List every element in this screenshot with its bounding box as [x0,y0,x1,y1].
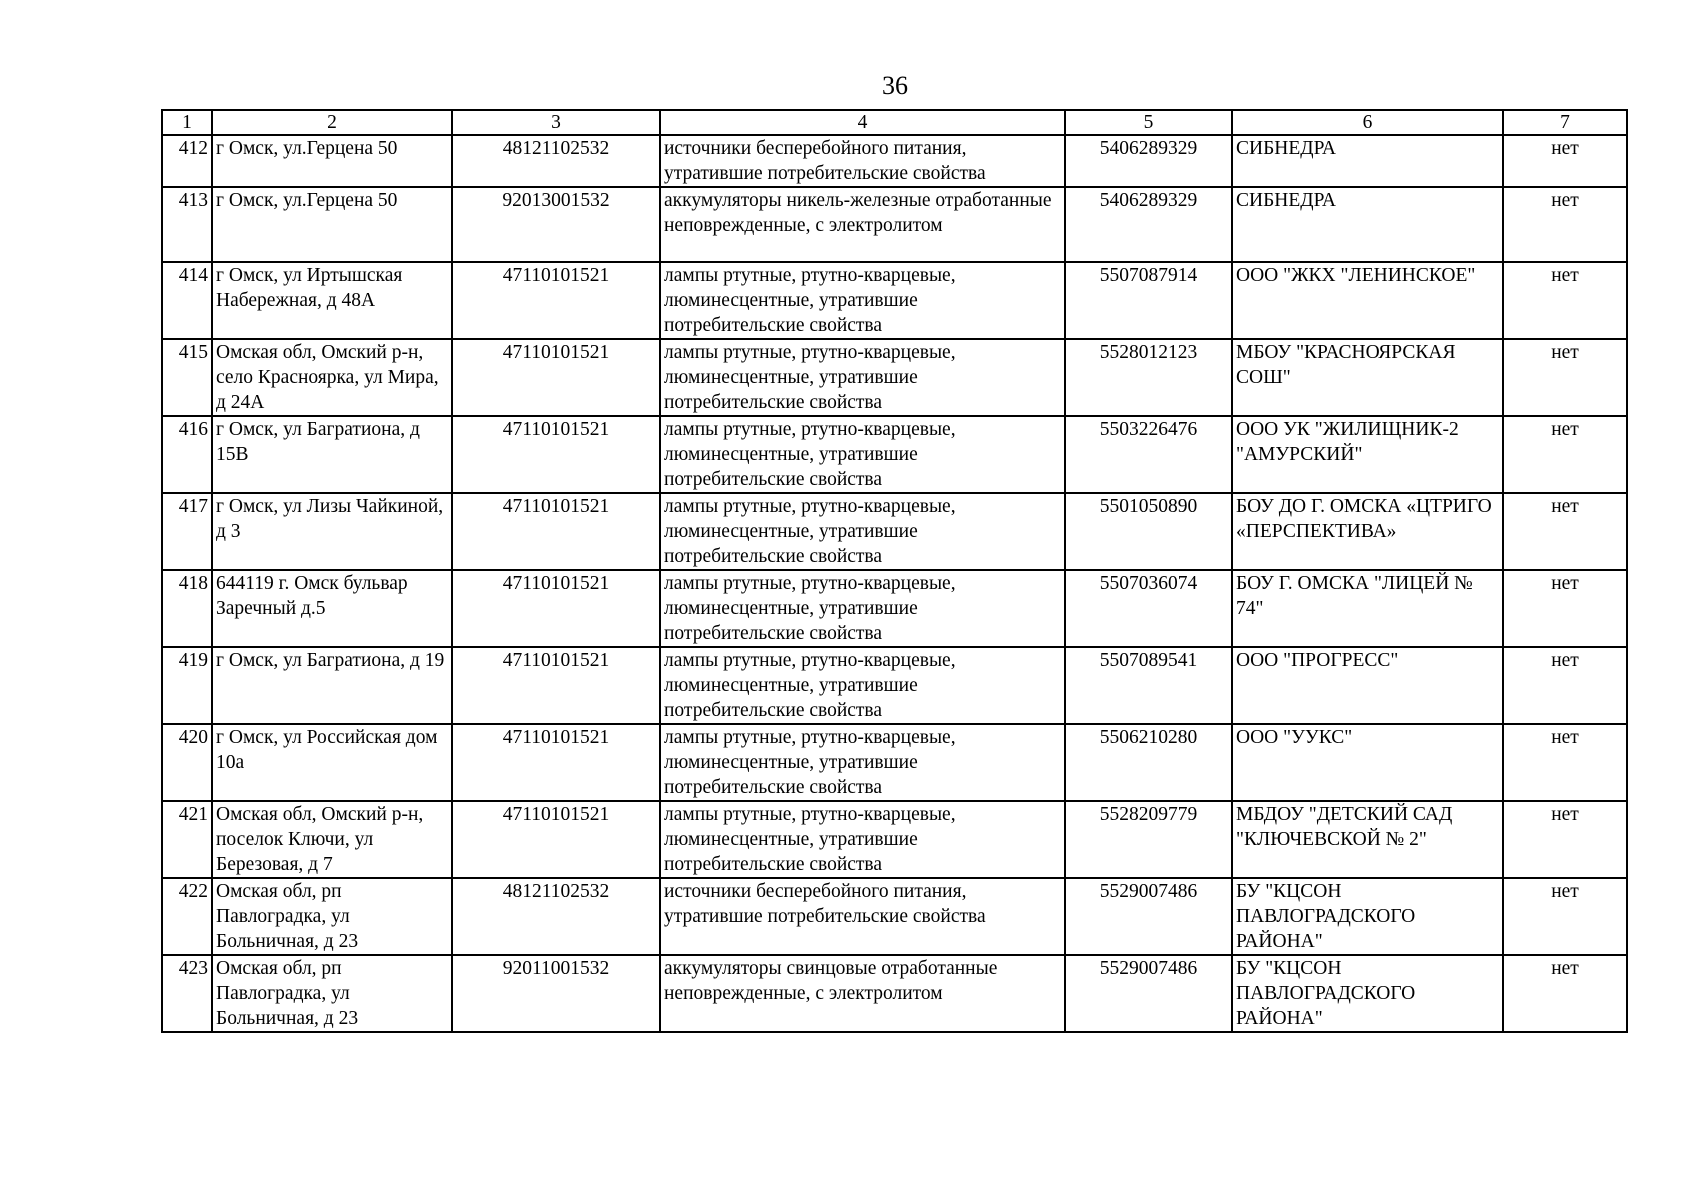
waste-code-cell: 47110101521 [452,570,660,647]
flag-cell: нет [1503,647,1627,724]
waste-description-cell: лампы ртутные, ртутно-кварцевые, люминесцентные, утратившие потребительские свойства [660,416,1065,493]
column-header: 7 [1503,110,1627,135]
waste-registry-table [161,109,1628,1033]
table-row [162,724,1627,801]
organization-cell: МБОУ "КРАСНОЯРСКАЯ СОШ" [1232,339,1503,416]
organization-cell: БУ "КЦСОН ПАВЛОГРАДСКОГО РАЙОНА" [1232,955,1503,1032]
organization-cell: БОУ Г. ОМСКА "ЛИЦЕЙ № 74" [1232,570,1503,647]
waste-code-cell: 92013001532 [452,187,660,262]
organization-cell: МБДОУ "ДЕТСКИЙ САД "КЛЮЧЕВСКОЙ № 2" [1232,801,1503,878]
inn-cell: 5406289329 [1065,187,1232,262]
table-row [162,493,1627,570]
waste-code-cell: 47110101521 [452,724,660,801]
row-number-cell: 421 [162,801,212,878]
organization-cell: ООО "ЖКХ "ЛЕНИНСКОЕ" [1232,262,1503,339]
column-header: 4 [660,110,1065,135]
row-number-cell: 414 [162,262,212,339]
table-row [162,416,1627,493]
inn-cell: 5529007486 [1065,955,1232,1032]
address-cell: Омская обл, рп Павлоградка, ул Больничная, д 23 [212,955,452,1032]
address-cell: 644119 г. Омск бульвар Заречный д.5 [212,570,452,647]
flag-cell: нет [1503,187,1627,262]
flag-cell: нет [1503,801,1627,878]
inn-cell: 5528012123 [1065,339,1232,416]
waste-description-cell: лампы ртутные, ртутно-кварцевые, люминесцентные, утратившие потребительские свойства [660,570,1065,647]
waste-description-cell: лампы ртутные, ртутно-кварцевые, люминесцентные, утратившие потребительские свойства [660,724,1065,801]
row-number-cell: 422 [162,878,212,955]
inn-cell: 5507087914 [1065,262,1232,339]
flag-cell: нет [1503,135,1627,187]
column-header: 5 [1065,110,1232,135]
table-row [162,339,1627,416]
address-cell: Омская обл, рп Павлоградка, ул Больничная, д 23 [212,878,452,955]
address-cell: г Омск, ул Багратиона, д 15В [212,416,452,493]
organization-cell: ООО "УУКС" [1232,724,1503,801]
waste-code-cell: 48121102532 [452,135,660,187]
waste-code-cell: 92011001532 [452,955,660,1032]
column-header: 3 [452,110,660,135]
waste-description-cell: лампы ртутные, ртутно-кварцевые, люминесцентные, утратившие потребительские свойства [660,262,1065,339]
inn-cell: 5506210280 [1065,724,1232,801]
table-row [162,955,1627,1032]
table-row [162,801,1627,878]
address-cell: г Омск, ул.Герцена 50 [212,187,452,262]
row-number-cell: 418 [162,570,212,647]
flag-cell: нет [1503,339,1627,416]
column-header: 2 [212,110,452,135]
row-number-cell: 420 [162,724,212,801]
waste-code-cell: 47110101521 [452,416,660,493]
row-number-cell: 417 [162,493,212,570]
waste-code-cell: 47110101521 [452,801,660,878]
organization-cell: СИБНЕДРА [1232,135,1503,187]
waste-description-cell: лампы ртутные, ртутно-кварцевые, люминесцентные, утратившие потребительские свойства [660,647,1065,724]
waste-description-cell: лампы ртутные, ртутно-кварцевые, люминесцентные, утратившие потребительские свойства [660,801,1065,878]
address-cell: г Омск, ул Иртышская Набережная, д 48А [212,262,452,339]
row-number-cell: 412 [162,135,212,187]
inn-cell: 5501050890 [1065,493,1232,570]
inn-cell: 5507089541 [1065,647,1232,724]
row-number-cell: 413 [162,187,212,262]
address-cell: Омская обл, Омский р-н, поселок Ключи, ул Березовая, д 7 [212,801,452,878]
organization-cell: ООО УК "ЖИЛИЩНИК-2 "АМУРСКИЙ" [1232,416,1503,493]
waste-description-cell: лампы ртутные, ртутно-кварцевые, люминесцентные, утратившие потребительские свойства [660,493,1065,570]
inn-cell: 5529007486 [1065,878,1232,955]
inn-cell: 5406289329 [1065,135,1232,187]
waste-code-cell: 47110101521 [452,339,660,416]
column-header: 1 [162,110,212,135]
inn-cell: 5528209779 [1065,801,1232,878]
organization-cell: ООО "ПРОГРЕСС" [1232,647,1503,724]
waste-code-cell: 47110101521 [452,262,660,339]
flag-cell: нет [1503,878,1627,955]
address-cell: г Омск, ул Багратиона, д 19 [212,647,452,724]
address-cell: г Омск, ул Лизы Чайкиной, д 3 [212,493,452,570]
column-header: 6 [1232,110,1503,135]
organization-cell: БУ "КЦСОН ПАВЛОГРАДСКОГО РАЙОНА" [1232,878,1503,955]
table-row [162,187,1627,262]
table-row [162,262,1627,339]
page-number: 36 [882,71,908,100]
table-row [162,647,1627,724]
waste-description-cell: аккумуляторы никель-железные отработанные неповрежденные, с электролитом [660,187,1065,262]
waste-code-cell: 47110101521 [452,493,660,570]
flag-cell: нет [1503,570,1627,647]
table-row [162,878,1627,955]
waste-description-cell: аккумуляторы свинцовые отработанные неповрежденные, с электролитом [660,955,1065,1032]
table-row [162,135,1627,187]
flag-cell: нет [1503,416,1627,493]
waste-description-cell: лампы ртутные, ртутно-кварцевые, люминесцентные, утратившие потребительские свойства [660,339,1065,416]
address-cell: Омская обл, Омский р-н, село Красноярка, ул Мира, д 24А [212,339,452,416]
table-row [162,570,1627,647]
organization-cell: СИБНЕДРА [1232,187,1503,262]
waste-description-cell: источники бесперебойного питания, утратившие потребительские свойства [660,135,1065,187]
waste-description-cell: источники бесперебойного питания, утратившие потребительские свойства [660,878,1065,955]
flag-cell: нет [1503,724,1627,801]
waste-code-cell: 47110101521 [452,647,660,724]
inn-cell: 5503226476 [1065,416,1232,493]
organization-cell: БОУ ДО Г. ОМСКА «ЦТРИГО «ПЕРСПЕКТИВА» [1232,493,1503,570]
address-cell: г Омск, ул.Герцена 50 [212,135,452,187]
flag-cell: нет [1503,955,1627,1032]
row-number-cell: 423 [162,955,212,1032]
address-cell: г Омск, ул Российская дом 10а [212,724,452,801]
row-number-cell: 416 [162,416,212,493]
waste-code-cell: 48121102532 [452,878,660,955]
flag-cell: нет [1503,262,1627,339]
flag-cell: нет [1503,493,1627,570]
row-number-cell: 419 [162,647,212,724]
column-number-row [162,110,1627,135]
row-number-cell: 415 [162,339,212,416]
inn-cell: 5507036074 [1065,570,1232,647]
